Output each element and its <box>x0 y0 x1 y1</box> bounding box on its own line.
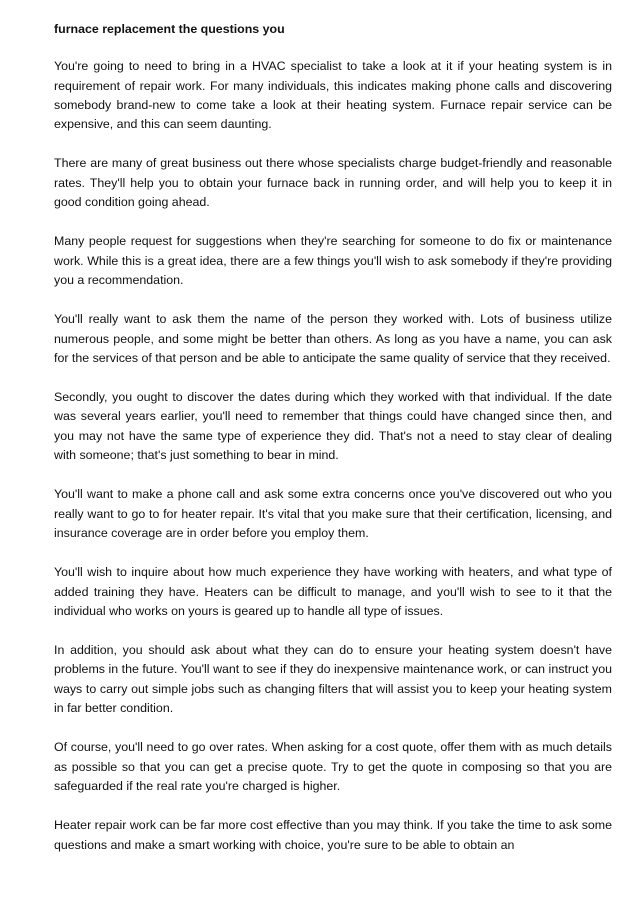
paragraph: You'll really want to ask them the name of the person they worked with. Lots of business utilize numerous people, and some might be better than others. As long as you have a name, you can ask for the services of that person and be able to anticipate the same quality of service that they received. <box>54 312 612 365</box>
paragraph: Of course, you'll need to go over rates. When asking for a cost quote, offer them with as much details as possible so that you can get a precise quote. Try to get the quote in composing so that you are safeguarded if the real rate you're charged is higher. <box>54 740 612 793</box>
paragraph: There are many of great business out there whose specialists charge budget-friendly and reasonable rates. They'll help you to obtain your furnace back in running order, and will help you to keep it in good condition going ahead. <box>54 156 612 210</box>
paragraph: You're going to need to bring in a HVAC specialist to take a look at it if your heating system is in requirement of repair work. For many individuals, this indicates making phone calls and discovering somebody brand-new to come take a look at their heating system. Furnace repair service can be expensive, and this can seem daunting. <box>54 59 612 132</box>
paragraph: In addition, you should ask about what they can do to ensure your heating system doesn't have problems in the future. You'll want to see if they do inexpensive maintenance work, or can instruct you ways to carry out simple jobs such as changing filters that will assist you to keep your heating system in far better condition. <box>54 643 612 716</box>
paragraph: You'll wish to inquire about how much experience they have working with heaters, and what type of added training they have. Heaters can be difficult to manage, and you'll wish to see to it that the individual who works on yours is geared up to handle all type of issues. <box>54 565 612 618</box>
document-title: furnace replacement the questions you <box>54 22 285 36</box>
paragraph: Many people request for suggestions when they're searching for someone to do fix or maintenance work. While this is a great idea, there are a few things you'll wish to ask somebody if they're providing you a recommendation. <box>54 234 612 287</box>
document-body <box>54 20 612 875</box>
paragraph: You'll want to make a phone call and ask some extra concerns once you've discovered out who you really want to go to for heater repair. It's vital that you make sure that their certification, licensing, and insurance coverage are in order before you employ them. <box>54 487 612 540</box>
paragraph: Secondly, you ought to discover the dates during which they worked with that individual. If the date was several years earlier, you'll need to remember that things could have changed since then, and you may not have the same type of experience they did. That's not a need to stay clear of dealing with someone; that's just something to bear in mind. <box>54 390 612 463</box>
paragraph: Heater repair work can be far more cost effective than you may think. If you take the time to ask some questions and make a smart working with choice, you're sure to be able to obtain an <box>54 818 612 852</box>
